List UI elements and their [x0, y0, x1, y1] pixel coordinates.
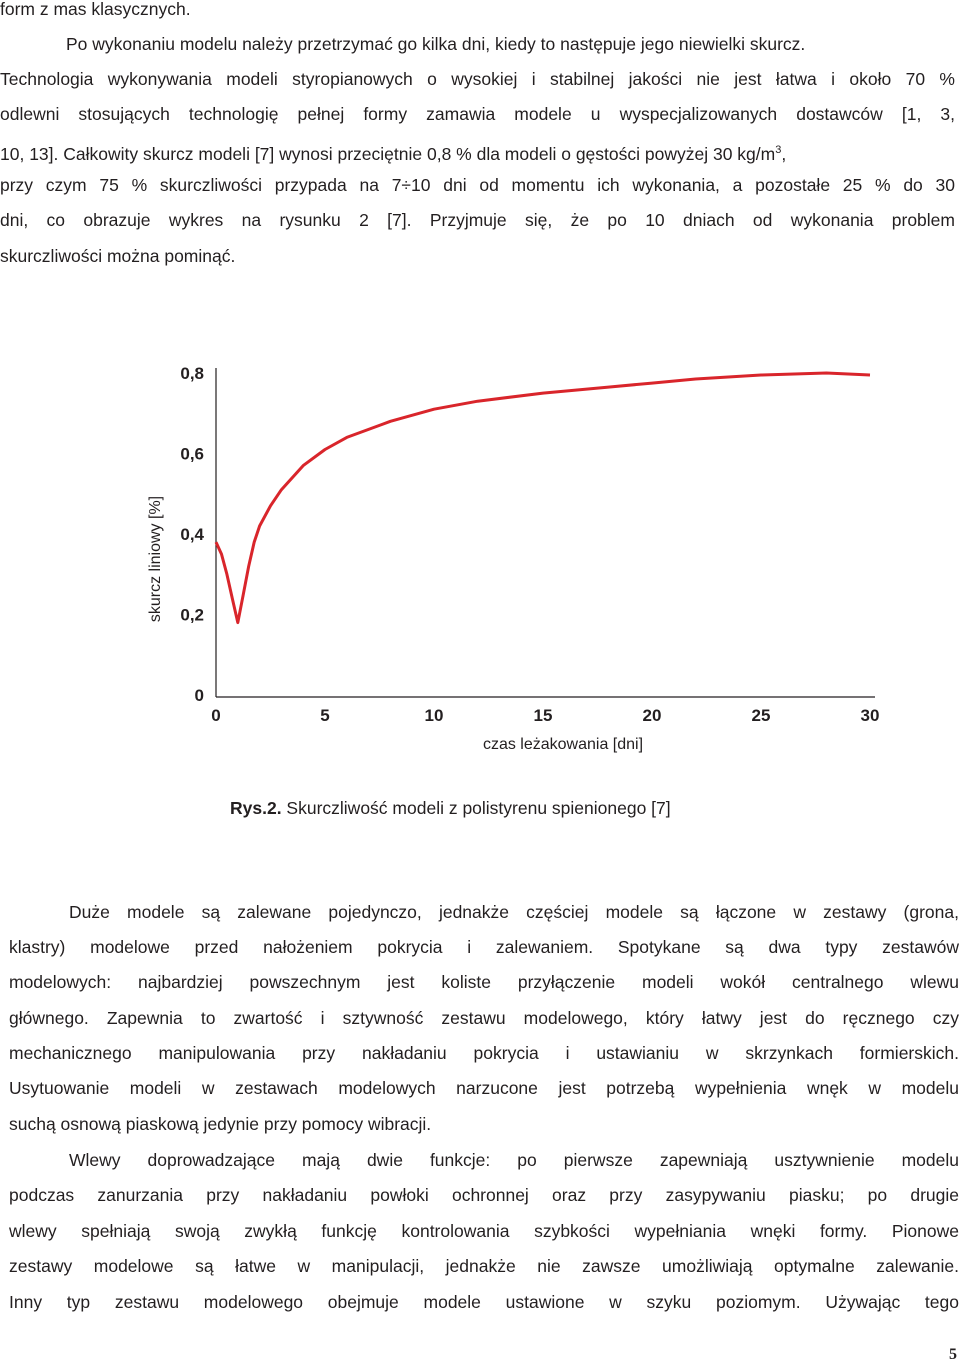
caption-text: Skurczliwość modeli z polistyrenu spienionego [7] [281, 798, 671, 818]
y-tick-label: 0,4 [180, 525, 204, 544]
text-line: Po wykonaniu modelu należy przetrzymać go kilka dni, kiedy to następuje jego niewielki skurcz. [66, 34, 806, 54]
x-tick-label: 5 [320, 706, 330, 725]
shrinkage-chart [140, 355, 900, 755]
y-tick-label: 0,6 [180, 444, 204, 464]
figure-caption [230, 797, 671, 819]
text-line: modelowych: najbardziej powszechnym jest koliste przyłączenie modeli wokół centralnego wlewu [9, 972, 959, 992]
y-tick-labels [180, 364, 204, 705]
text-line: klastry) modelowe przed nałożeniem pokrycia i zalewaniem. Spotykane są dwa typy zestawów [9, 937, 959, 957]
text-line: mechanicznego manipulowania przy nakładaniu pokrycia i ustawianiu w skrzynkach formierskich. [9, 1043, 959, 1063]
y-tick-label: 0,8 [180, 364, 204, 383]
x-axis-label: czas leżakowania [dni] [482, 736, 644, 753]
text-line: odlewni stosujących technologię pełnej formy zamawia modele u wyspecjalizowanych dostawców [1, 3, [0, 104, 955, 124]
text-line: Wlewy doprowadzające mają dwie funkcje: po pierwsze zapewniają usztywnienie modelu [69, 1150, 959, 1170]
x-tick-label: 10 [424, 706, 444, 725]
text-line: zestawy modelowe są łatwe w manipulacji, jednakże nie zawsze umożliwiają optymalne zalewanie. [9, 1256, 959, 1276]
x-tick-label: 25 [751, 706, 771, 725]
y-tick-label: 0,2 [180, 605, 204, 625]
text-line: głównego. Zapewnia to zwartość i sztywność zestawu modelowego, który łatwy jest do ręcznego czy [9, 1008, 959, 1028]
text-line: Usytuowanie modeli w zestawach modelowych narzucone jest potrzebą wypełnienia wnęk w modelu [9, 1078, 959, 1098]
series-line [216, 373, 870, 623]
plot-area [216, 368, 875, 697]
caption-label: Rys.2. [230, 798, 282, 818]
text-line: skurczliwości można pominąć. [0, 246, 236, 266]
text-fragment: 10, 13]. Całkowity skurcz modeli [7] wynosi przeciętnie 0,8 % dla modeli o gęstości powyżej 30 kg/m [0, 143, 776, 164]
text-line: form z mas klasycznych. [0, 0, 191, 19]
text-line: Inny typ zestawu modelowego obejmuje modele ustawione w szyku poziomym. Używając tego [9, 1292, 959, 1312]
text-line [0, 139, 955, 165]
text-line: dni, co obrazuje wykres na rysunku 2 [7]. Przyjmuje się, że po 10 dniach od wykonania problem [0, 210, 955, 230]
y-axis-label: skurcz liniowy [%] [147, 495, 164, 623]
text-line: Technologia wykonywania modeli styropianowych o wysokiej i stabilnej jakości nie jest łatwa i około 70 % [0, 69, 955, 89]
x-tick-label: 20 [642, 706, 662, 725]
x-tick-label: 30 [860, 706, 880, 725]
x-tick-label: 15 [533, 706, 553, 725]
text-line: wlewy spełniają swoją zwykłą funkcję kontrolowania szybkości wypełniania wnęki formy. Pionowe [9, 1221, 959, 1241]
x-tick-labels [211, 706, 879, 725]
text-line: Duże modele są zalewane pojedynczo, jednakże częściej modele są łączone w zestawy (grona, [69, 902, 959, 922]
text-fragment: , [781, 143, 787, 164]
text-line: suchą osnową piaskową jedynie przy pomocy wibracji. [9, 1114, 432, 1134]
page-number: 5 [949, 1346, 957, 1363]
text-line: podczas zanurzania przy nakładaniu powłoki ochronnej oraz przy zasypywaniu piasku; po drugie [9, 1185, 959, 1205]
superscript: 3 [775, 144, 782, 156]
x-tick-label: 0 [211, 706, 221, 725]
y-tick-label: 0 [194, 686, 204, 705]
text-line: przy czym 75 % skurczliwości przypada na 7÷10 dni od momentu ich wykonania, a pozostałe 25 % do 30 [0, 175, 955, 195]
